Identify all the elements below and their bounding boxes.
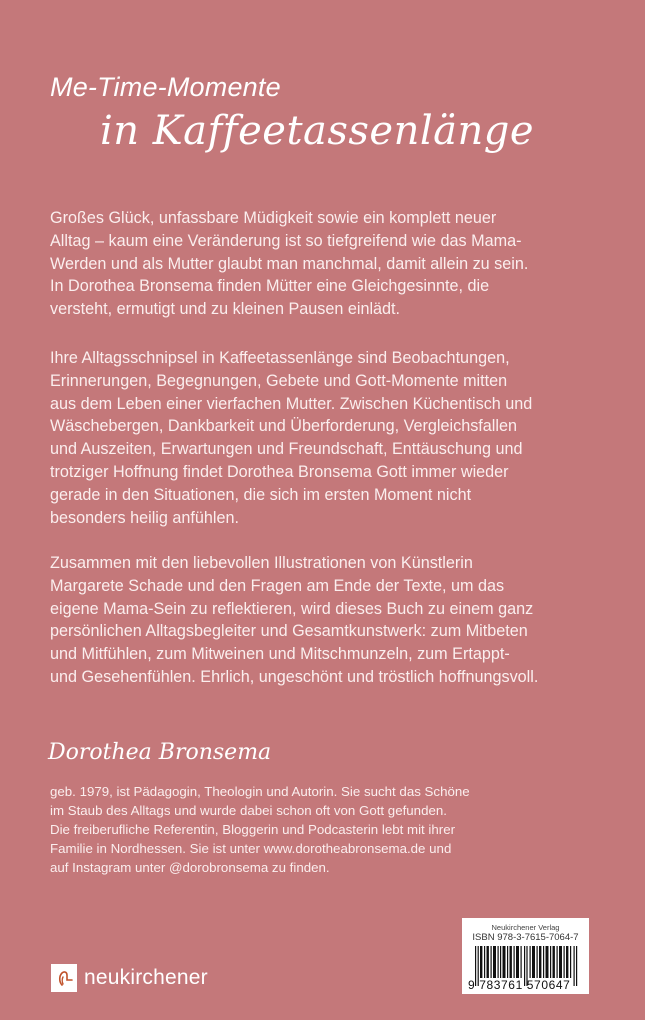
barcode-digits: 9 783761 570647 [468,978,571,992]
blurb-line: In Dorothea Bronsema finden Mütter eine Gleichgesinnte, die [50,277,490,296]
blurb-paragraph-3 [50,552,640,689]
blurb-line: und Auszeiten, Erwartungen und Freundschaft, Enttäuschung und [50,440,523,459]
blurb-line: und Mitfühlen, zum Mitweinen und Mitschmunzeln, zum Ertappt- [50,645,510,664]
author-signature: Dorothea Bronsema [48,740,272,765]
bio-line: Familie in Nordhessen. Sie ist unter www.dorotheabronsema.de und [50,841,452,856]
publisher-logo [51,964,208,992]
blurb-line: besonders heilig anfühlen. [50,508,239,527]
title-line-1: Me-Time-Momente [50,72,281,102]
bio-line: im Staub des Alltags und wurde dabei schon oft von Gott gefunden. [50,803,447,818]
blurb-line: Erinnerungen, Begegnungen, Gebete und Gott-Momente mitten [50,371,508,390]
blurb-line: Wäschebergen, Dankbarkeit und Überforderung, Vergleichsfallen [50,417,518,436]
barcode-publisher: Neukirchener Verlag [491,923,560,932]
blurb-line: Margarete Schade und den Fragen am Ende der Texte, um das [50,576,505,595]
isbn-barcode [462,918,589,994]
blurb-line: Großes Glück, unfassbare Müdigkeit sowie ein komplett neuer [50,209,497,227]
blurb-line: Ihre Alltagsschnipsel in Kaffeetassenlänge sind Beobachtungen, [50,349,510,367]
publisher-name: neukirchener [84,966,208,989]
blurb-line: Werden und als Mutter glaubt man manchmal, damit allein zu sein. [50,254,529,273]
blurb-paragraph-1 [50,207,640,321]
author-bio [50,782,610,877]
title-line-2-script: in Kaffeetassenlänge [100,108,535,154]
barcode-isbn: ISBN 978-3-7615-7064-7 [472,932,579,943]
blurb-paragraph-2 [50,347,640,529]
blurb-line: gerade in den Situationen, die sich im ersten Moment nicht [50,485,472,504]
blurb-line: persönlichen Alltagsbegleiter und Gesamtkunstwerk: zum Mitbeten [50,622,528,641]
bio-line: auf Instagram unter @dorobronsema zu finden. [50,860,330,875]
blurb-line: trotziger Hoffnung findet Dorothea Bronsema Gott immer wieder [50,462,509,481]
blurb-line: aus dem Leben einer vierfachen Mutter. Zwischen Küchentisch und [50,394,533,413]
blurb-line: und Gesehenfühlen. Ehrlich, ungeschönt und tröstlich hoffnungsvoll. [50,667,539,686]
bio-line: Die freiberufliche Referentin, Bloggerin und Podcasterin lebt mit ihrer [50,822,456,837]
blurb-line: Zusammen mit den liebevollen Illustrationen von Künstlerin [50,554,473,572]
blurb-line: Alltag – kaum eine Veränderung ist so tiefgreifend wie das Mama- [50,231,522,250]
blurb-line: versteht, ermutigt und zu kleinen Pausen einlädt. [50,300,401,319]
bio-line: geb. 1979, ist Pädagogin, Theologin und Autorin. Sie sucht das Schöne [50,784,470,799]
bird-icon [51,964,77,992]
blurb-line: eigene Mama-Sein zu reflektieren, wird dieses Buch zu einem ganz [50,599,534,618]
